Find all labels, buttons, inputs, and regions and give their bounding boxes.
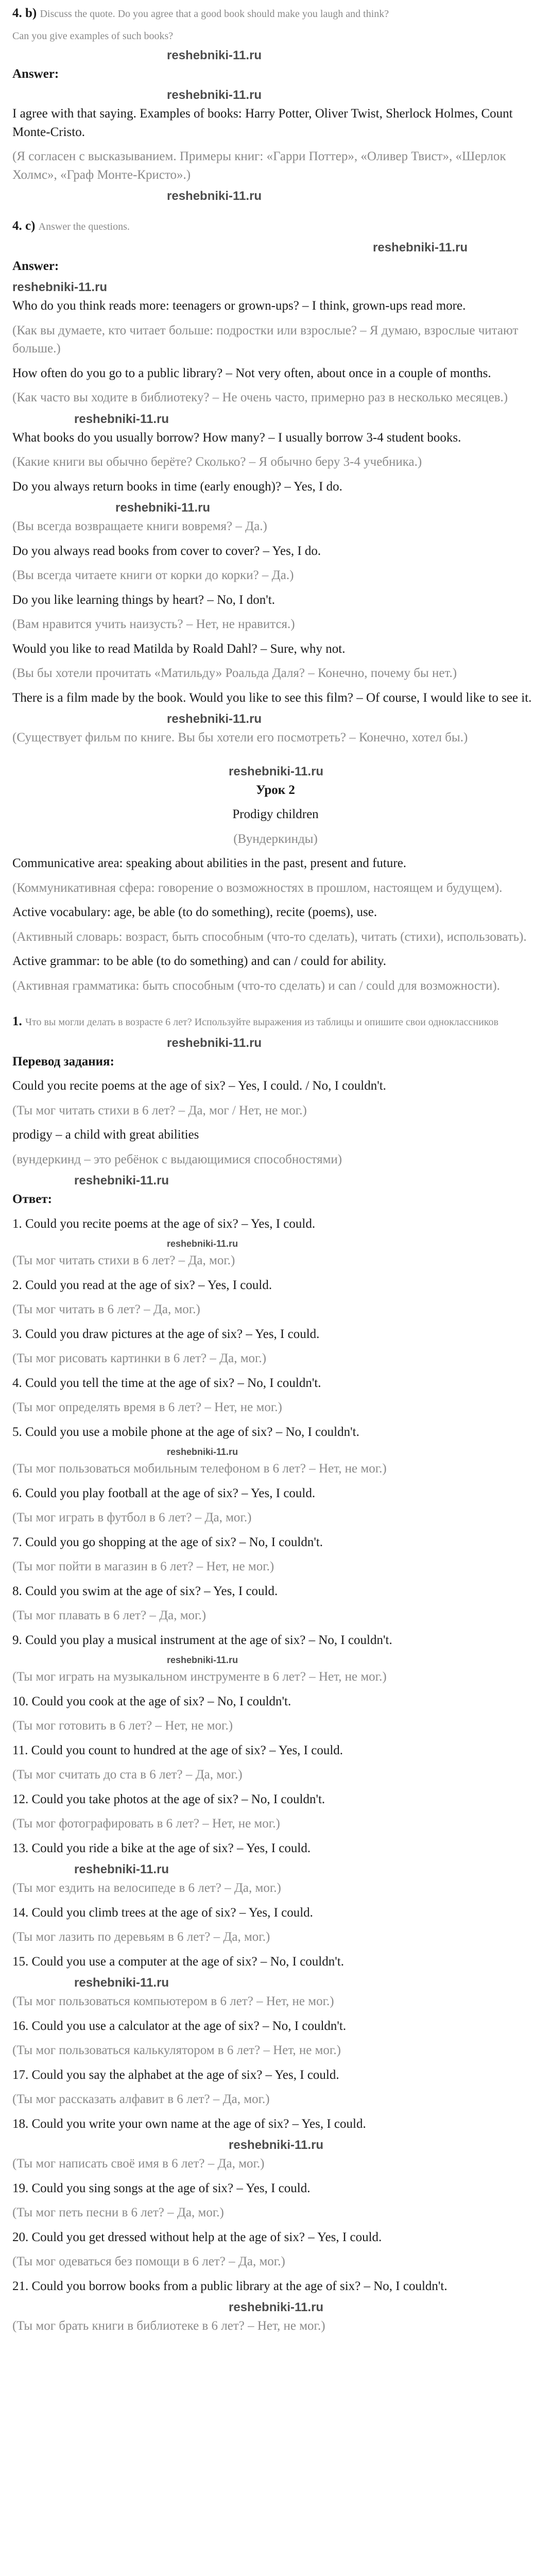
ex1-item-16-ru: (Ты мог пользоваться калькулятором в 6 лет? – Нет, не мог.) — [12, 2043, 341, 2058]
ex1-item-6-ru: (Ты мог играть в футбол в 6 лет? – Да, мог.) — [12, 1511, 252, 1525]
ex4c-task-text: Answer the questions. — [38, 221, 130, 233]
watermark: reshebniki-11.ru — [167, 1239, 238, 1249]
ex1-item-4-en: 4. Could you tell the time at the age of six? – No, I couldn't. — [12, 1376, 321, 1390]
watermark: reshebniki-11.ru — [167, 1036, 262, 1050]
ex4c-q1-en: Who do you think reads more: teenagers or grown-ups? – I think, grown-ups read more. — [12, 299, 466, 313]
ex1-item-14-en: 14. Could you climb trees at the age of six? – Yes, I could. — [12, 1905, 313, 1920]
lesson-grammar-ru: (Активная грамматика: быть способным (что-то сделать) и can / could для возможности). — [12, 978, 500, 993]
ex4b-head: 4. b) — [12, 6, 37, 20]
ex1-item-13-ru: (Ты мог ездить на велосипеде в 6 лет? – Да, мог.) — [12, 1881, 281, 1895]
lesson-title: Урок 2 — [256, 783, 295, 797]
ex1-item-21-en: 21. Could you borrow books from a public library at the age of six? – No, I couldn't. — [12, 2279, 447, 2293]
ex1-item-12-en: 12. Could you take photos at the age of six? – No, I couldn't. — [12, 1792, 325, 1806]
ex1-item-2-ru: (Ты мог читать в 6 лет? – Да, мог.) — [12, 1302, 200, 1317]
watermark: reshebniki-11.ru — [229, 2138, 324, 2153]
watermark: reshebniki-11.ru — [373, 240, 468, 255]
lesson-grammar-en: Active grammar: to be able (to do something) and can / could for ability. — [12, 954, 386, 969]
watermark: reshebniki-11.ru — [167, 88, 262, 103]
ex1-prodigy-en: prodigy – a child with great abilities — [12, 1128, 199, 1142]
ex1-item-4-ru: (Ты мог определять время в 6 лет? – Нет, не мог.) — [12, 1400, 282, 1415]
ex4c-q2-ru: (Как часто вы ходите в библиотеку? – Не очень часто, примерно раз в несколько месяцев.) — [12, 391, 508, 405]
lesson-vocab-ru: (Активный словарь: возраст, быть способным (что-то сделать), читать (стихи), использовать). — [12, 929, 527, 944]
ex1-item-10-ru: (Ты мог готовить в 6 лет? – Нет, не мог.) — [12, 1719, 233, 1733]
ex1-item-19-ru: (Ты мог петь песни в 6 лет? – Да, мог.) — [12, 2206, 224, 2220]
ex1-head: 1. — [12, 1014, 22, 1029]
ex4c-q3-ru: (Какие книги вы обычно берёте? Сколько? – Я обычно беру 3-4 учебника.) — [12, 455, 422, 469]
lesson-area-ru: (Коммуникативная сфера: говорение о возможностях в прошлом, настоящем и будущем). — [12, 880, 503, 895]
ex4c-answer-label: Answer: — [12, 259, 59, 273]
ex1-item-11-en: 11. Could you count to hundred at the age of six? – Yes, I could. — [12, 1743, 343, 1757]
ex1-prodigy-ru: (вундеркинд – это ребёнок с выдающимися способностями) — [12, 1152, 342, 1166]
ex1-item-17-en: 17. Could you say the alphabet at the age of six? – Yes, I could. — [12, 2067, 339, 2082]
ex1-item-13-en: 13. Could you ride a bike at the age of six? – Yes, I could. — [12, 1841, 311, 1855]
watermark: reshebniki-11.ru — [229, 764, 324, 778]
ex4b-task-tail: Can you give examples of such books? — [12, 30, 174, 42]
ex1-item-5-ru: (Ты мог пользоваться мобильным телефоном в 6 лет? – Нет, не мог.) — [12, 1462, 387, 1476]
ex1-item-3-ru: (Ты мог рисовать картинки в 6 лет? – Да, мог.) — [12, 1351, 267, 1366]
ex1-item-9-en: 9. Could you play a musical instrument at the age of six? – No, I couldn't. — [12, 1633, 392, 1647]
ex4c-head: 4. c) — [12, 219, 36, 233]
watermark: reshebniki-11.ru — [74, 1174, 169, 1188]
watermark: reshebniki-11.ru — [167, 1447, 238, 1458]
watermark: reshebniki-11.ru — [115, 501, 211, 515]
lesson-subtitle: Prodigy children — [232, 807, 319, 822]
ex4b-task — [12, 4, 539, 23]
ex4c-q2-en: How often do you go to a public library? – Not very often, about once in a couple of months. — [12, 366, 491, 380]
ex1-answer-label: Ответ: — [12, 1192, 52, 1207]
ex4b-answer-label: Answer: — [12, 66, 59, 81]
ex1-task — [12, 1012, 539, 1031]
ex4c-q4-ru: (Вы всегда возвращаете книги вовремя? – Да.) — [12, 519, 267, 534]
ex1-item-18-en: 18. Could you write your own name at the age of six? – Yes, I could. — [12, 2116, 366, 2131]
watermark: reshebniki-11.ru — [74, 1862, 169, 1877]
ex4c-q7-en: Would you like to read Matilda by Roald Dahl? – Sure, why not. — [12, 641, 346, 656]
ex1-item-19-en: 19. Could you sing songs at the age of six? – Yes, I could. — [12, 2181, 311, 2195]
ex1-item-8-en: 8. Could you swim at the age of six? – Yes, I could. — [12, 1584, 278, 1598]
ex1-item-1-en: 1. Could you recite poems at the age of six? – Yes, I could. — [12, 1216, 316, 1231]
watermark: reshebniki-11.ru — [167, 189, 262, 204]
lesson-area-en: Communicative area: speaking about abilities in the past, present and future. — [12, 856, 407, 871]
watermark: reshebniki-11.ru — [167, 48, 262, 62]
ex4c-q4-en: Do you always return books in time (early enough)? – Yes, I do. — [12, 479, 342, 494]
ex1-item-6-en: 6. Could you play football at the age of six? – Yes, I could. — [12, 1486, 316, 1500]
ex1-item-15-ru: (Ты мог пользоваться компьютером в 6 лет? – Нет, не мог.) — [12, 1994, 334, 2009]
ex1-example-en: Could you recite poems at the age of six? – Yes, I could. / No, I couldn't. — [12, 1079, 386, 1093]
ex1-item-17-ru: (Ты мог рассказать алфавит в 6 лет? – Да, мог.) — [12, 2092, 270, 2107]
ex1-item-9-ru: (Ты мог играть на музыкальном инструменте в 6 лет? – Нет, не мог.) — [12, 1670, 387, 1684]
ex4c-q8-ru: (Существует фильм по книге. Вы бы хотели его посмотреть? – Конечно, хотел бы.) — [12, 731, 468, 745]
ex4c-q5-ru: (Вы всегда читаете книги от корки до корки? – Да.) — [12, 568, 294, 583]
ex1-item-1-ru: (Ты мог читать стихи в 6 лет? – Да, мог.) — [12, 1253, 235, 1268]
ex4b-answer-ru: (Я согласен с высказыванием. Примеры книг: «Гарри Поттер», «Оливер Твист», «Шерлок Холмс», «Граф Монте-Кристо».) — [12, 149, 506, 182]
ex4c-q6-ru: (Вам нравится учить наизусть? – Нет, не нравится.) — [12, 617, 295, 632]
watermark: reshebniki-11.ru — [12, 280, 108, 295]
ex1-example-ru: (Ты мог читать стихи в 6 лет? – Да, мог / Нет, не мог.) — [12, 1103, 307, 1117]
ex1-translation-label: Перевод задания: — [12, 1054, 114, 1069]
ex1-item-11-ru: (Ты мог считать до ста в 6 лет? – Да, мог.) — [12, 1768, 243, 1782]
watermark: reshebniki-11.ru — [74, 1976, 169, 1990]
ex4b-task-text: Discuss the quote. Do you agree that a good book should make you laugh and think? — [40, 8, 389, 20]
ex1-item-14-ru: (Ты мог лазить по деревьям в 6 лет? – Да, мог.) — [12, 1930, 270, 1944]
ex1-item-20-en: 20. Could you get dressed without help at the age of six? – Yes, I could. — [12, 2230, 382, 2244]
ex1-task-text: Что вы могли делать в возрасте 6 лет? Используйте выражения из таблицы и опишите свои одноклассников — [25, 1016, 498, 1028]
ex4c-q3-en: What books do you usually borrow? How many? – I usually borrow 3-4 student books. — [12, 430, 461, 445]
ex4c-q5-en: Do you always read books from cover to cover? – Yes, I do. — [12, 544, 321, 558]
ex1-item-3-en: 3. Could you draw pictures at the age of six? – Yes, I could. — [12, 1327, 320, 1341]
ex1-item-10-en: 10. Could you cook at the age of six? – No, I couldn't. — [12, 1694, 291, 1708]
ex1-item-7-ru: (Ты мог пойти в магазин в 6 лет? – Нет, не мог.) — [12, 1560, 274, 1574]
ex1-item-5-en: 5. Could you use a mobile phone at the age of six? – No, I couldn't. — [12, 1425, 359, 1439]
ex1-item-21-ru: (Ты мог брать книги в библиотеке в 6 лет? – Нет, не мог.) — [12, 2319, 325, 2333]
ex4c-q7-ru: (Вы бы хотели прочитать «Матильду» Роальда Даля? – Конечно, почему бы нет.) — [12, 666, 457, 681]
watermark: reshebniki-11.ru — [229, 2300, 324, 2315]
watermark: reshebniki-11.ru — [74, 412, 169, 426]
ex1-item-20-ru: (Ты мог одеваться без помощи в 6 лет? – Да, мог.) — [12, 2255, 285, 2269]
ex1-item-18-ru: (Ты мог написать своё имя в 6 лет? – Да, мог.) — [12, 2157, 265, 2171]
ex4c-q8-en: There is a film made by the book. Would you like to see this film? – Of course, I would like to see it. — [12, 690, 532, 705]
ex1-item-12-ru: (Ты мог фотографировать в 6 лет? – Нет, не мог.) — [12, 1817, 280, 1831]
ex4c-q1-ru: (Как вы думаете, кто читает больше: подростки или взрослые? – Я думаю, взрослые читают больше.) — [12, 323, 519, 356]
ex1-item-8-ru: (Ты мог плавать в 6 лет? – Да, мог.) — [12, 1608, 206, 1623]
ex4c-task — [12, 217, 539, 235]
lesson-vocab-en: Active vocabulary: age, be able (to do something), recite (poems), use. — [12, 905, 377, 920]
ex4c-q6-en: Do you like learning things by heart? – No, I don't. — [12, 592, 275, 607]
ex1-item-2-en: 2. Could you read at the age of six? – Yes, I could. — [12, 1278, 272, 1292]
ex1-item-16-en: 16. Could you use a calculator at the age of six? – No, I couldn't. — [12, 2019, 347, 2033]
lesson-subtitle-ru: (Вундеркинды) — [233, 832, 318, 846]
ex4b-answer-en: I agree with that saying. Examples of books: Harry Potter, Oliver Twist, Sherlock Holmes, Count Monte-Cristo. — [12, 107, 513, 139]
watermark: reshebniki-11.ru — [167, 1655, 238, 1666]
ex1-item-15-en: 15. Could you use a computer at the age of six? – No, I couldn't. — [12, 1954, 344, 1969]
ex1-item-7-en: 7. Could you go shopping at the age of six? – No, I couldn't. — [12, 1535, 323, 1549]
watermark: reshebniki-11.ru — [167, 712, 262, 726]
